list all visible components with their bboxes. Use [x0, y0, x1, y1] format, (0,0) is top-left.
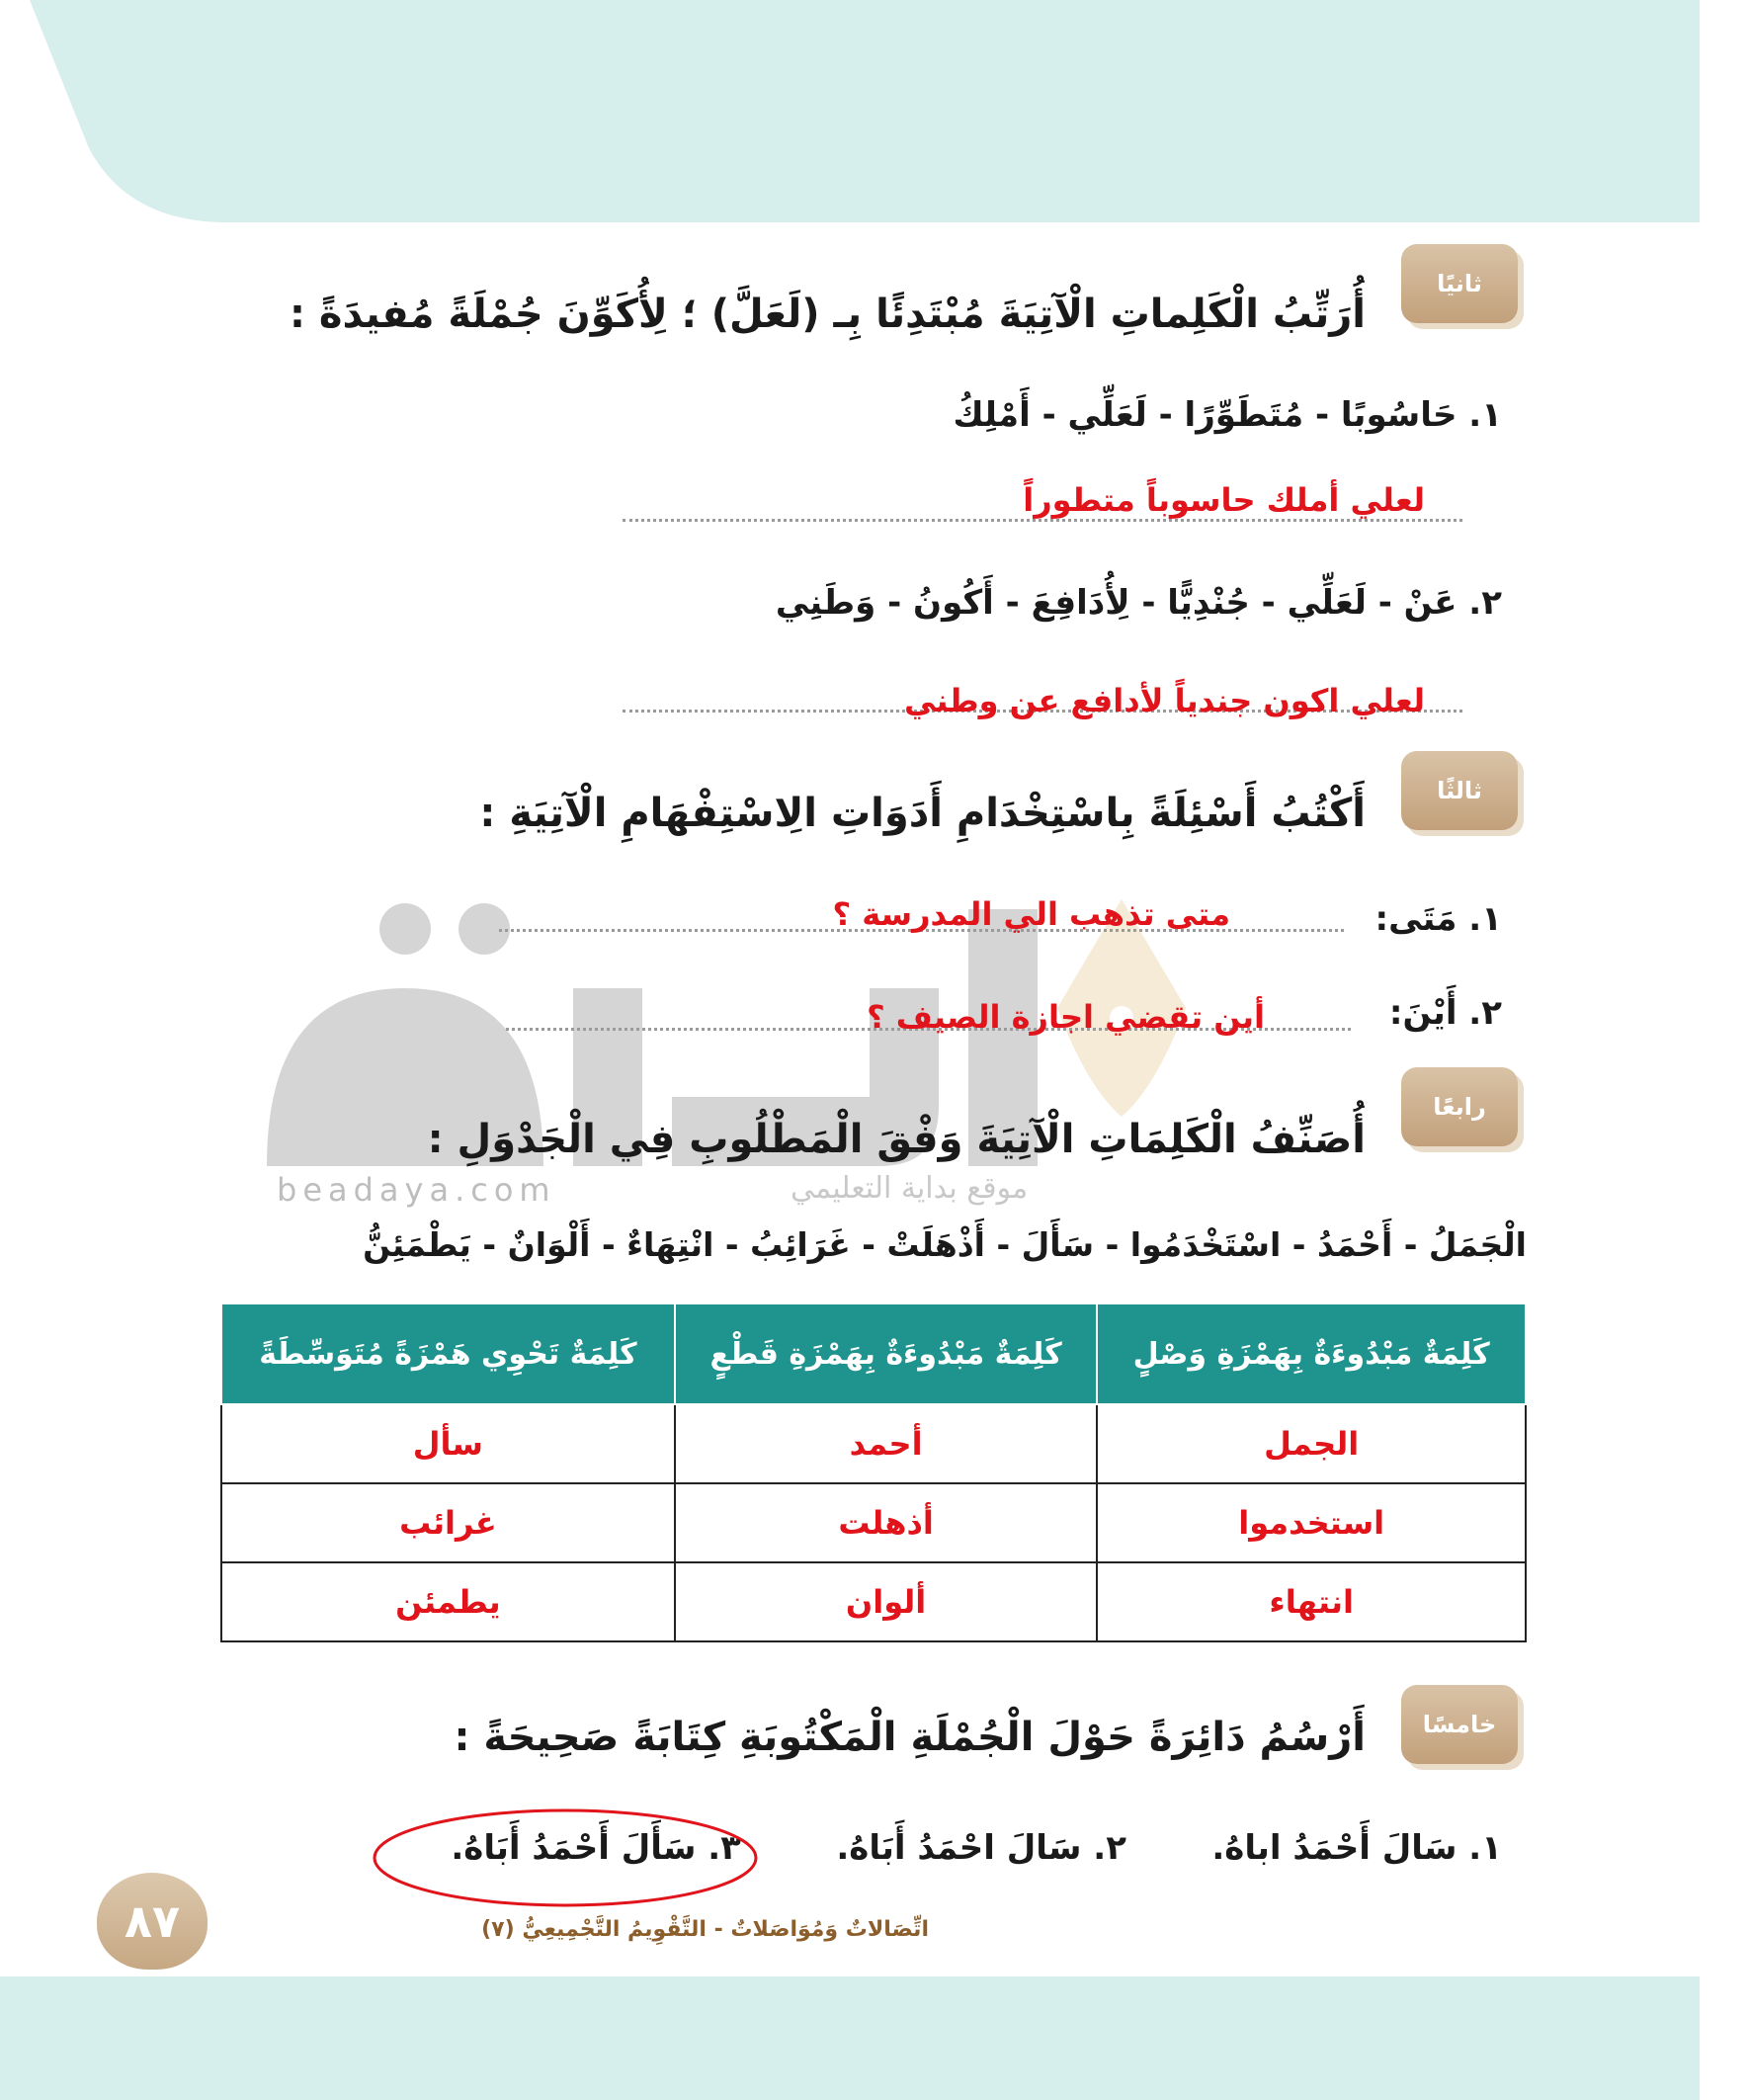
- section3-q2-answer: أين تقضي اجازة الصيف ؟: [867, 998, 1265, 1036]
- table-row: [221, 1562, 1526, 1641]
- footer-unit-title: اتِّصَالاتٌ وَمُوَاصَلاتٌ - التَّقْوِيمُ التَّجْمِيعِيُّ (٧): [481, 1917, 929, 1942]
- section2-item1: ١. حَاسُوبًا - مُتَطَوِّرًا - لَعَلِّي - أَمْلِكُ: [953, 395, 1502, 435]
- section4-badge: رابعًا: [1401, 1067, 1518, 1146]
- section2-answer2: لعلي اكون جندياً لأدافع عن وطني: [904, 682, 1425, 719]
- section3-q1-answer: متى تذهب الي المدرسة ؟: [832, 895, 1230, 933]
- section3-heading: أَكْتُبُ أَسْئِلَةً بِاسْتِخْدَامِ أَدَوَاتِ الِاسْتِفْهَامِ الْآتِيَةِ :: [479, 791, 1366, 836]
- page-number: ٨٧: [97, 1873, 208, 1970]
- section5-option3: ٣. سَأَلَ أَحْمَدُ أَبَاهُ.: [451, 1828, 741, 1868]
- section3-badge: ثالثًا: [1401, 751, 1518, 830]
- watermark-latin: beadaya.com: [277, 1171, 556, 1209]
- table-cell: غرائب: [221, 1483, 675, 1562]
- section5-heading: أَرْسُمُ دَائِرَةً حَوْلَ الْجُمْلَةِ الْمَكْتُوبَةِ كِتَابَةً صَحِيحَةً :: [454, 1715, 1366, 1760]
- table-header: كَلِمَةٌ تَحْوِي هَمْزَةً مُتَوَسِّطَةً: [221, 1303, 675, 1404]
- table-cell: أذهلت: [675, 1483, 1098, 1562]
- section3-q2-label: ٢. أَيْنَ:: [1388, 993, 1502, 1033]
- section2-badge: ثانيًا: [1401, 244, 1518, 323]
- table-row: [221, 1404, 1526, 1483]
- answer-circle: [368, 1804, 763, 1912]
- section2-answer1: لعلي أملك حاسوباً متطوراً: [1023, 481, 1425, 519]
- table-row: [221, 1483, 1526, 1562]
- section4-word-list: الْجَمَلُ - أَحْمَدُ - اسْتَخْدَمُوا - سَأَلَ - أَذْهَلَتْ - غَرَائِبُ - انْتِهَاءٌ - أَلْوَانٌ - يَطْمَئِنُّ: [363, 1225, 1527, 1264]
- table-header: كَلِمَةٌ مَبْدُوءَةٌ بِهَمْزَةِ وَصْلٍ: [1097, 1303, 1526, 1404]
- table-cell: انتهاء: [1097, 1562, 1526, 1641]
- section3-q1-label: ١. مَتَى:: [1374, 899, 1502, 939]
- table-cell: ألوان: [675, 1562, 1098, 1641]
- section2-item2: ٢. عَنْ - لَعَلِّي - جُنْدِيًّا - لِأُدَافِعَ - أَكُونُ - وَطَنِي: [775, 583, 1502, 623]
- table-cell: أحمد: [675, 1404, 1098, 1483]
- table-cell: سأل: [221, 1404, 675, 1483]
- bottom-teal-band: [0, 1932, 1749, 2100]
- section4-heading: أُصَنِّفُ الْكَلِمَاتِ الْآتِيَةَ وَفْقَ الْمَطْلُوبِ فِي الْجَدْوَلِ :: [427, 1117, 1366, 1162]
- section2-heading: أُرَتِّبُ الْكَلِماتِ الْآتِيَةَ مُبْتَدِئًا بِـ (لَعَلَّ) ؛ لِأُكَوِّنَ جُمْلَةً مُفيدَةً :: [289, 292, 1366, 337]
- top-teal-band: [0, 0, 1749, 232]
- section5-option1: ١. سَالَ أَحْمَدُ اباهُ.: [1211, 1828, 1502, 1868]
- classification-table: [220, 1302, 1527, 1642]
- table-cell: الجمل: [1097, 1404, 1526, 1483]
- section5-badge: خامسًا: [1401, 1685, 1518, 1764]
- table-cell: يطمئن: [221, 1562, 675, 1641]
- answer-line: [623, 519, 1462, 522]
- section5-option2: ٢. سَالَ احْمَدُ أَبَاهُ.: [836, 1828, 1126, 1868]
- table-header: كَلِمَةٌ مَبْدُوءَةٌ بِهَمْزَةِ قَطْعٍ: [675, 1303, 1098, 1404]
- table-cell: استخدموا: [1097, 1483, 1526, 1562]
- watermark-arabic: موقع بداية التعليمي: [791, 1171, 1029, 1206]
